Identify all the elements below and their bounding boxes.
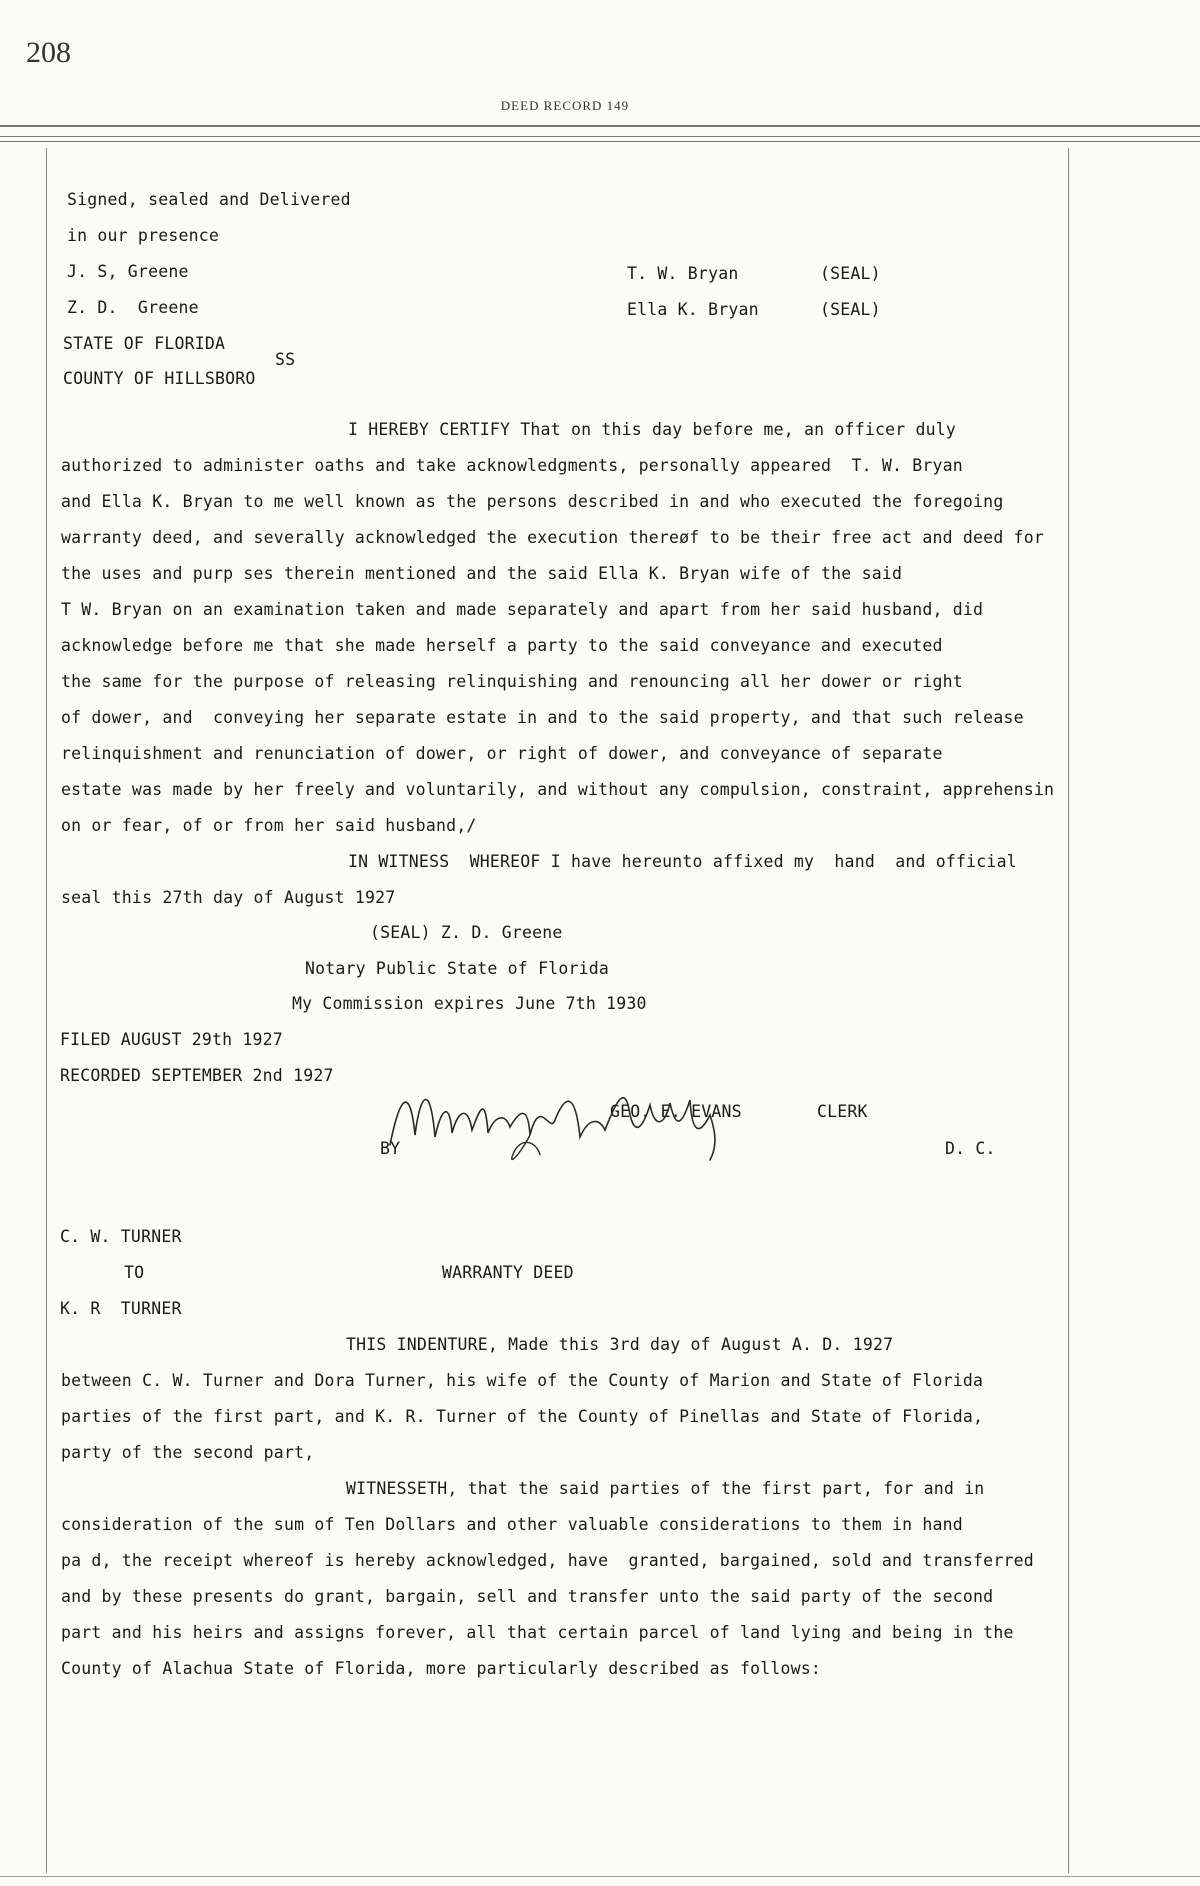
witness-1: J. S, Greene bbox=[67, 262, 189, 281]
left-margin-line bbox=[46, 148, 47, 1873]
deed-line: parties of the first part, and K. R. Turner of the County of Pinellas and State of Florida, bbox=[61, 1407, 984, 1426]
grantor-name: C. W. TURNER bbox=[60, 1227, 182, 1246]
venue-ss: SS bbox=[275, 350, 296, 369]
clerk-name: GEO. E. EVANS bbox=[610, 1102, 742, 1121]
certificate-line: of dower, and conveying her separate estate in and to the said property, and that such release bbox=[61, 708, 1024, 727]
right-margin-line bbox=[1068, 148, 1069, 1873]
certificate-line: and Ella K. Bryan to me well known as the persons described in and who executed the foregoing bbox=[61, 492, 1004, 511]
deed-line: pa d, the receipt whereof is hereby acknowledged, have granted, bargained, sold and transferred bbox=[61, 1551, 1034, 1570]
in-witness-line: IN WITNESS WHEREOF I have hereunto affixed my hand and official bbox=[348, 852, 1017, 871]
deed-line: County of Alachua State of Florida, more particularly described as follows: bbox=[61, 1659, 822, 1678]
venue-state: STATE OF FLORIDA bbox=[63, 334, 226, 353]
certificate-line: acknowledge before me that she made herself a party to the said conveyance and executed bbox=[61, 636, 943, 655]
certificate-line: the same for the purpose of releasing relinquishing and renouncing all her dower or right bbox=[61, 672, 963, 691]
deed-type: WARRANTY DEED bbox=[442, 1263, 574, 1282]
page-number: 208 bbox=[26, 36, 71, 69]
deed-line: party of the second part, bbox=[61, 1443, 315, 1462]
seal-1: (SEAL) bbox=[820, 264, 881, 283]
recorded-date: RECORDED SEPTEMBER 2nd 1927 bbox=[60, 1066, 334, 1085]
seal-2: (SEAL) bbox=[820, 300, 881, 319]
header-rule-thin bbox=[0, 136, 1200, 137]
certificate-line: authorized to administer oaths and take acknowledgments, personally appeared T. W. Bryan bbox=[61, 456, 963, 475]
certificate-line: on or fear, of or from her said husband,/ bbox=[61, 816, 477, 835]
by-label: BY bbox=[380, 1139, 401, 1158]
certificate-line: estate was made by her freely and voluntarily, and without any compulsion, constraint, apprehensin bbox=[61, 780, 1055, 799]
signer-2: Ella K. Bryan bbox=[627, 300, 759, 319]
certificate-line: T W. Bryan on an examination taken and made separately and apart from her said husband, did bbox=[61, 600, 984, 619]
footer-rule bbox=[0, 1876, 1200, 1877]
to-label: TO bbox=[124, 1263, 145, 1282]
grantee-name: K. R TURNER bbox=[60, 1299, 182, 1318]
record-title: DEED RECORD 149 bbox=[500, 98, 630, 113]
commission-expiry: My Commission expires June 7th 1930 bbox=[292, 994, 647, 1013]
venue-county: COUNTY OF HILLSBORO bbox=[63, 369, 256, 388]
deed-line: consideration of the sum of Ten Dollars and other valuable considerations to them in hand bbox=[61, 1515, 963, 1534]
deed-line: between C. W. Turner and Dora Turner, his wife of the County of Marion and State of Florida bbox=[61, 1371, 984, 1390]
certificate-line: I HEREBY CERTIFY That on this day before me, an officer duly bbox=[348, 420, 957, 439]
signed-sealed-line: Signed, sealed and Delivered bbox=[67, 190, 351, 209]
seal-date-line: seal this 27th day of August 1927 bbox=[61, 888, 396, 907]
notary-title: Notary Public State of Florida bbox=[305, 959, 610, 978]
deed-line: WITNESSETH, that the said parties of the first part, for and in bbox=[346, 1479, 985, 1498]
filed-date: FILED AUGUST 29th 1927 bbox=[60, 1030, 283, 1049]
header-rule-thin-2 bbox=[0, 141, 1200, 142]
clerk-title: CLERK bbox=[817, 1102, 868, 1121]
certificate-line: the uses and purp ses therein mentioned and the said Ella K. Bryan wife of the said bbox=[61, 564, 903, 583]
deputy-clerk-signature bbox=[380, 1075, 760, 1175]
in-presence-line: in our presence bbox=[67, 226, 220, 245]
notary-name: (SEAL) Z. D. Greene bbox=[370, 923, 563, 942]
deed-line: THIS INDENTURE, Made this 3rd day of August A. D. 1927 bbox=[346, 1335, 894, 1354]
deed-line: and by these presents do grant, bargain, sell and transfer unto the said party of the second bbox=[61, 1587, 994, 1606]
signer-1: T. W. Bryan bbox=[627, 264, 739, 283]
header-rule bbox=[0, 125, 1200, 127]
witness-2: Z. D. Greene bbox=[67, 298, 199, 317]
deed-line: part and his heirs and assigns forever, all that certain parcel of land lying and being in the bbox=[61, 1623, 1014, 1642]
certificate-line: relinquishment and renunciation of dower, or right of dower, and conveyance of separate bbox=[61, 744, 943, 763]
deputy-clerk-label: D. C. bbox=[945, 1139, 996, 1158]
certificate-line: warranty deed, and severally acknowledged the execution thereøf to be their free act and deed for bbox=[61, 528, 1044, 547]
